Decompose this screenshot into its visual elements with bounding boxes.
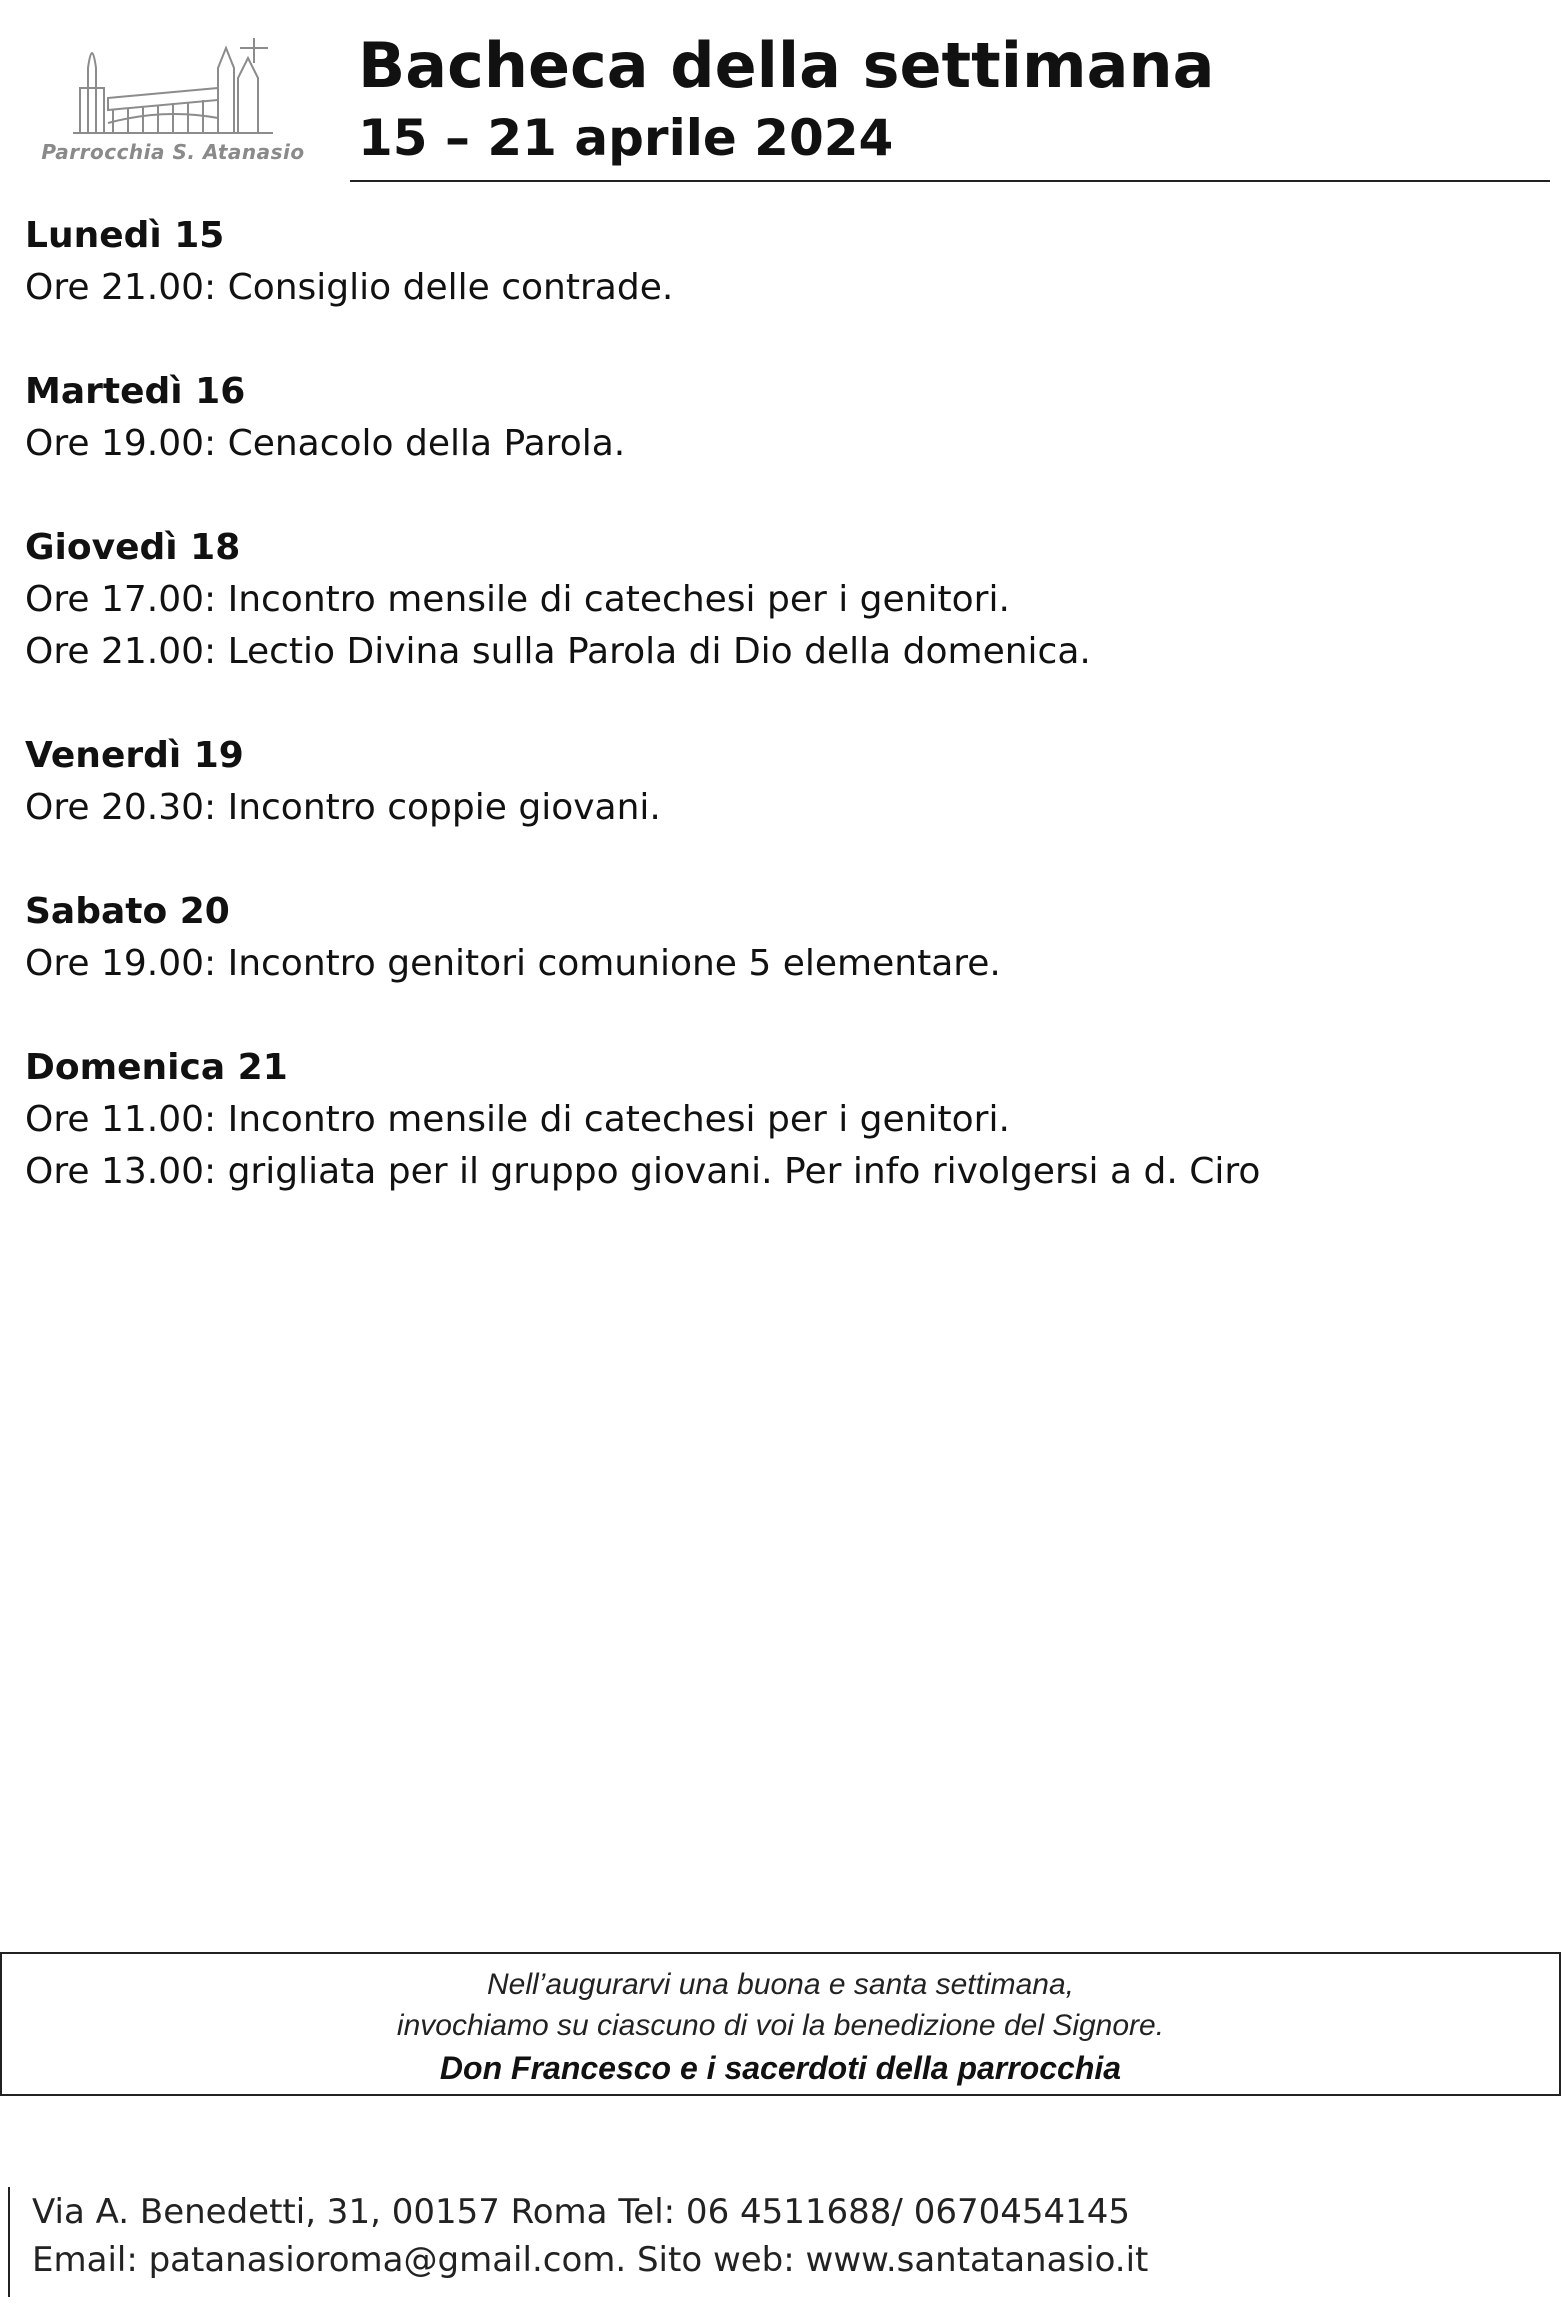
footer-address: Via A. Benedetti, 31, 00157 Roma Tel: 06 4511688/ 0670454145 <box>32 2192 1131 2232</box>
event-item: Ore 21.00: Consiglio delle contrade. <box>25 267 674 308</box>
day-thursday <box>25 522 1525 678</box>
event-item: Ore 13.00: grigliata per il gruppo giovani. Per info rivolgersi a d. Ciro <box>25 1151 1261 1192</box>
day-title: Venerdì 19 <box>25 735 244 776</box>
footer-contact: Email: patanasioroma@gmail.com. Sito web: www.santatanasio.it <box>32 2240 1149 2280</box>
footer-divider <box>8 2187 10 2297</box>
day-title: Domenica 21 <box>25 1047 288 1088</box>
footer-contacts <box>32 2188 1148 2284</box>
church-drawing-icon <box>68 28 278 138</box>
closing-message-box <box>0 1952 1561 2096</box>
header-divider <box>350 180 1550 182</box>
closing-line-2: invochiamo su ciascuno di voi la benedizione del Signore. <box>396 2009 1165 2042</box>
date-range: 15 – 21 aprile 2024 <box>358 109 894 167</box>
day-sunday <box>25 1042 1525 1198</box>
day-friday <box>25 730 1525 834</box>
day-title: Lunedì 15 <box>25 215 225 256</box>
event-item: Ore 20.30: Incontro coppie giovani. <box>25 787 661 828</box>
event-item: Ore 19.00: Cenacolo della Parola. <box>25 423 626 464</box>
weekly-schedule <box>25 210 1525 1250</box>
day-title: Martedì 16 <box>25 371 246 412</box>
parish-logo <box>28 28 318 178</box>
event-item: Ore 19.00: Incontro genitori comunione 5 elementare. <box>25 943 1001 984</box>
day-title: Sabato 20 <box>25 891 230 932</box>
closing-signature: Don Francesco e i sacerdoti della parrocchia <box>439 2050 1122 2086</box>
page-title: Bacheca della settimana <box>358 29 1215 102</box>
day-saturday <box>25 886 1525 990</box>
logo-text: Parrocchia S. Atanasio <box>41 140 305 164</box>
day-monday <box>25 210 1525 314</box>
event-item: Ore 11.00: Incontro mensile di catechesi per i genitori. <box>25 1099 1010 1140</box>
day-tuesday <box>25 366 1525 470</box>
closing-line-1: Nell’augurarvi una buona e santa settimana, <box>486 1968 1075 2001</box>
event-item: Ore 17.00: Incontro mensile di catechesi per i genitori. <box>25 579 1010 620</box>
event-item: Ore 21.00: Lectio Divina sulla Parola di Dio della domenica. <box>25 631 1091 672</box>
day-title: Giovedì 18 <box>25 527 241 568</box>
